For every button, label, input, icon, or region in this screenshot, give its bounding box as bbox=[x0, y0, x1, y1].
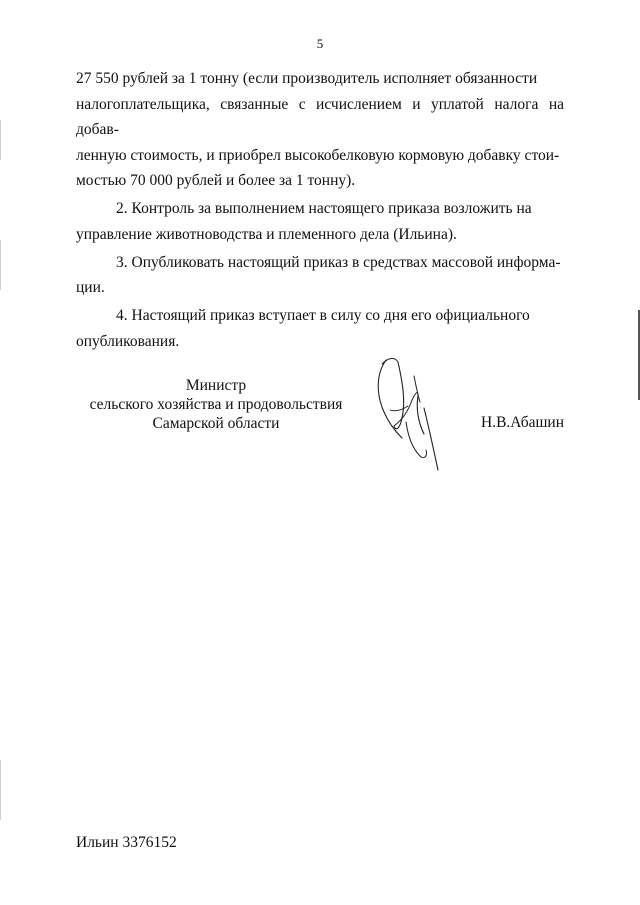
text-line: 27 550 рублей за 1 тонну (если производитель исполняет обязанности bbox=[76, 70, 538, 87]
paragraph-item-2 bbox=[76, 196, 564, 247]
scan-edge-mark bbox=[0, 120, 1, 160]
footer-note: Ильин 3376152 bbox=[76, 834, 177, 851]
signatory-title-line: Самарской области bbox=[152, 415, 280, 432]
text-line: ции. bbox=[76, 279, 105, 296]
scan-edge-mark bbox=[0, 240, 1, 290]
paragraph-item-3 bbox=[76, 250, 564, 301]
text-line: управление животноводства и племенного дела (Ильина). bbox=[76, 225, 457, 243]
paragraph-continuation bbox=[76, 66, 564, 194]
signatory-title-line: сельского хозяйства и продовольствия bbox=[89, 396, 343, 413]
document-body bbox=[76, 66, 564, 357]
handwritten-signature bbox=[372, 352, 462, 477]
paragraph-item-4 bbox=[76, 303, 564, 354]
text-line: опубликования. bbox=[76, 332, 180, 350]
text-line: ленную стоимость, и приобрел высокобелковую кормовую добавку стои- bbox=[76, 146, 560, 164]
text-line: налогоплательщика, связанные с исчислением и уплатой налога на добав- bbox=[76, 95, 564, 138]
text-line: 4. Настоящий приказ вступает в силу со дня его официального bbox=[116, 307, 530, 324]
text-line: 2. Контроль за выполнением настоящего приказа возложить на bbox=[116, 200, 532, 217]
text-line: мостью 70 000 рублей и более за 1 тонну). bbox=[76, 172, 356, 189]
scan-edge-mark bbox=[0, 760, 1, 820]
signatory-title bbox=[76, 376, 356, 433]
signatory-title-line: Министр bbox=[185, 377, 247, 394]
page-number: 5 bbox=[316, 36, 324, 51]
signature-block bbox=[76, 376, 564, 466]
signatory-name: Н.В.Абашин bbox=[481, 414, 564, 431]
text-line: 3. Опубликовать настоящий приказ в средствах массовой информа- bbox=[116, 253, 561, 271]
